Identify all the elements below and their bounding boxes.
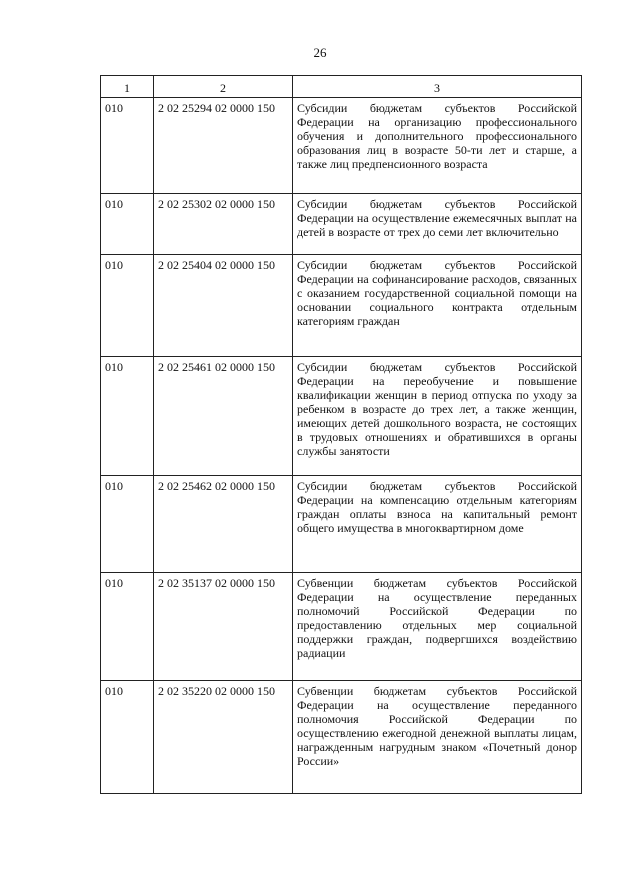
budget-table <box>100 75 582 794</box>
page-number: 26 <box>313 45 327 60</box>
table-row <box>101 255 582 357</box>
admin-code-cell: 010 <box>101 681 154 794</box>
admin-code-cell: 010 <box>101 573 154 681</box>
column-header-2: 2 <box>154 76 293 98</box>
table-header-row <box>101 76 582 98</box>
budget-code-cell: 2 02 25461 02 0000 150 <box>154 357 293 476</box>
income-description-cell: Субсидии бюджетам субъектов Российской Федерации на переобучение и повышение квалификации женщин в период отпуска по уходу за ребенком в возрасте до трех лет, а также женщин, имеющих детей дошкольного возраста, не состоящих в трудовых отношениях и обратившихся в органы службы занятости <box>293 357 582 476</box>
income-description-cell: Субсидии бюджетам субъектов Российской Федерации на осуществление ежемесячных выплат на детей в возрасте от трех до семи лет включительно <box>293 194 582 255</box>
income-description-cell: Субсидии бюджетам субъектов Российской Федерации на организацию профессионального обучения и дополнительного профессионального образования лиц в возрасте 50-ти лет и старше, а также лиц предпенсионного возраста <box>293 98 582 194</box>
table-row <box>101 573 582 681</box>
income-description-cell: Субвенции бюджетам субъектов Российской Федерации на осуществление переданных полномочий Российской Федерации по предоставлению отдельных мер социальной поддержки граждан, подвергшихся воздействию радиации <box>293 573 582 681</box>
table-row <box>101 476 582 573</box>
column-header-3: 3 <box>293 76 582 98</box>
admin-code-cell: 010 <box>101 357 154 476</box>
table-row <box>101 681 582 794</box>
budget-code-cell: 2 02 25404 02 0000 150 <box>154 255 293 357</box>
budget-code-cell: 2 02 25302 02 0000 150 <box>154 194 293 255</box>
income-description-cell: Субсидии бюджетам субъектов Российской Федерации на компенсацию отдельным категориям граждан оплаты взноса на капитальный ремонт общего имущества в многоквартирном доме <box>293 476 582 573</box>
income-description-cell: Субвенции бюджетам субъектов Российской Федерации на осуществление переданного полномочия Российской Федерации по осуществлению ежегодной денежной выплаты лицам, награжденным нагрудным знаком «Почетный донор России» <box>293 681 582 794</box>
income-description-cell: Субсидии бюджетам субъектов Российской Федерации на софинансирование расходов, связанных с оказанием государственной социальной помощи на основании социального контракта отдельным категориям граждан <box>293 255 582 357</box>
budget-code-cell: 2 02 35137 02 0000 150 <box>154 573 293 681</box>
admin-code-cell: 010 <box>101 255 154 357</box>
table-row <box>101 194 582 255</box>
budget-code-cell: 2 02 25462 02 0000 150 <box>154 476 293 573</box>
budget-code-cell: 2 02 35220 02 0000 150 <box>154 681 293 794</box>
admin-code-cell: 010 <box>101 98 154 194</box>
admin-code-cell: 010 <box>101 476 154 573</box>
admin-code-cell: 010 <box>101 194 154 255</box>
column-header-1: 1 <box>101 76 154 98</box>
table-row <box>101 98 582 194</box>
table-row <box>101 357 582 476</box>
budget-code-cell: 2 02 25294 02 0000 150 <box>154 98 293 194</box>
